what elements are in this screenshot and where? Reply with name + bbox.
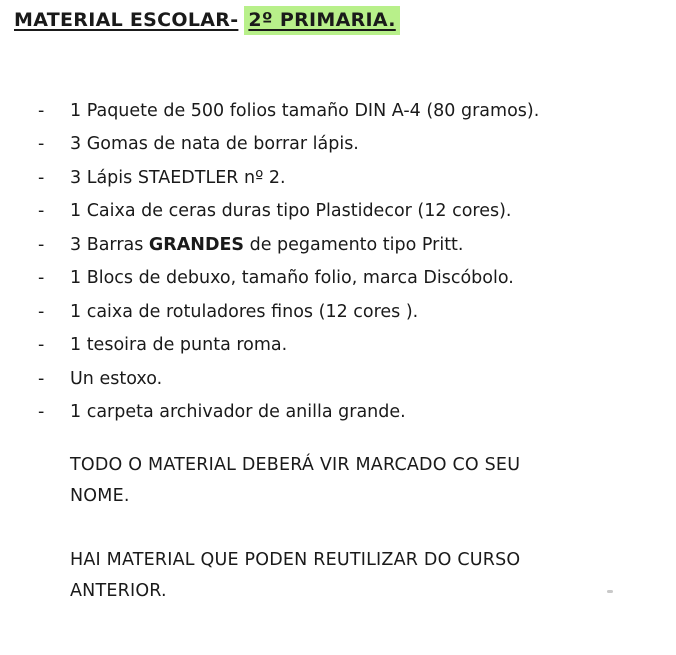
- bullet-dash: -: [38, 301, 45, 322]
- item-text: 1 caixa de rotuladores finos (12 cores ).: [70, 301, 419, 322]
- bullet-dash: -: [38, 268, 45, 289]
- bullet-dash: -: [38, 368, 45, 389]
- bullet-dash: -: [38, 201, 45, 222]
- note-line: HAI MATERIAL QUE PODEN REUTILIZAR DO CURSO: [70, 550, 521, 570]
- item-text: 3 Barras GRANDES de pegamento tipo Pritt.: [70, 234, 464, 255]
- materials-list: [38, 94, 539, 429]
- bullet-dash: -: [38, 100, 45, 121]
- list-item: [38, 295, 539, 329]
- list-item: [38, 262, 539, 296]
- item-text: 1 Caixa de ceras duras tipo Plastidecor (12 cores).: [70, 201, 512, 222]
- list-item: [38, 94, 539, 128]
- note-mark-materials: [70, 450, 660, 512]
- bullet-dash: -: [38, 134, 45, 155]
- bullet-dash: -: [38, 234, 45, 255]
- list-item: [38, 128, 539, 162]
- note-line: ANTERIOR.: [70, 581, 167, 601]
- bullet-dash: -: [38, 402, 45, 423]
- item-text: 1 Paquete de 500 folios tamaño DIN A-4 (80 gramos).: [70, 100, 540, 121]
- bullet-dash: -: [38, 167, 45, 188]
- item-text: 3 Lápis STAEDTLER nº 2.: [70, 167, 286, 188]
- document-title: [14, 6, 400, 35]
- item-text: 1 tesoira de punta roma.: [70, 335, 288, 356]
- item-text: 3 Gomas de nata de borrar lápis.: [70, 134, 359, 155]
- note-reuse-materials: [70, 545, 660, 607]
- item-text: Un estoxo.: [70, 368, 163, 389]
- list-item: [38, 362, 539, 396]
- item-text: 1 carpeta archivador de anilla grande.: [70, 402, 406, 423]
- list-item: [38, 195, 539, 229]
- list-item: [38, 228, 539, 262]
- emphasis-grandes: GRANDES: [148, 234, 245, 255]
- title-grade-highlight: 2º PRIMARIA.: [244, 6, 399, 35]
- list-item: [38, 329, 539, 363]
- note-line: TODO O MATERIAL DEBERÁ VIR MARCADO CO SEU: [70, 455, 521, 475]
- list-item: [38, 396, 539, 430]
- note-line: NOME.: [70, 486, 130, 506]
- title-text: MATERIAL ESCOLAR-: [14, 9, 239, 31]
- list-item: [38, 161, 539, 195]
- item-text: 1 Blocs de debuxo, tamaño folio, marca Discóbolo.: [70, 268, 514, 289]
- scan-speck: [607, 590, 613, 593]
- bullet-dash: -: [38, 335, 45, 356]
